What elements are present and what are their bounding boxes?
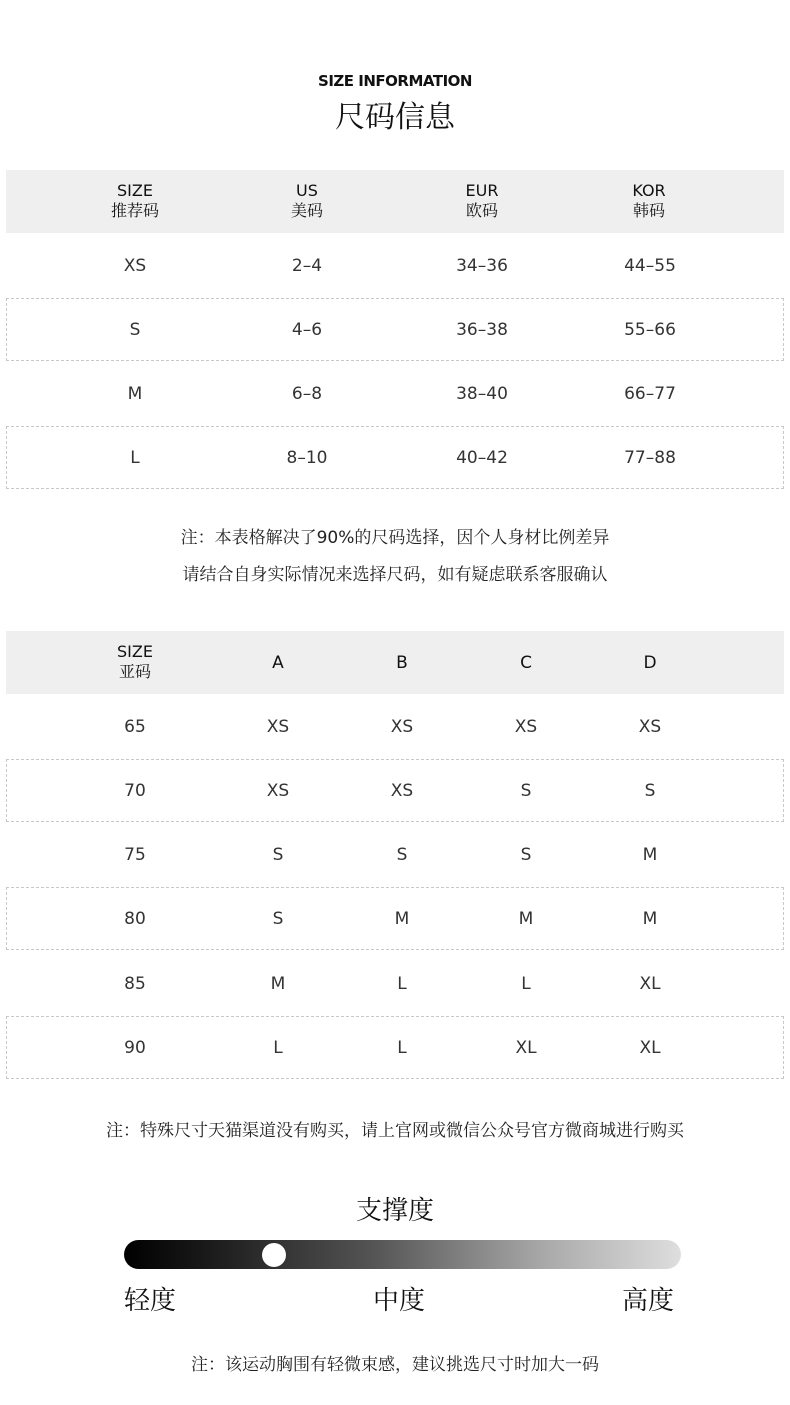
title-cn: 尺码信息 (335, 100, 455, 135)
table-cell: XS (638, 717, 662, 737)
table-cell: L (521, 974, 531, 994)
table1-header-kor: KOR 韩码 (632, 181, 666, 220)
support-label-high: 高度 (622, 1286, 675, 1316)
table-row (6, 363, 784, 425)
table-cell: 44–55 (624, 256, 676, 276)
table-row (6, 887, 784, 950)
table-cell: 85 (124, 974, 146, 994)
table-cell: 6–8 (291, 384, 323, 404)
support-title: 支撑度 (355, 1196, 434, 1226)
table2-header-b: B (396, 653, 408, 673)
table-cell: XS (390, 780, 414, 801)
support-level-bar (124, 1240, 681, 1269)
support-label-mid: 中度 (373, 1286, 426, 1316)
table1-header-size: SIZE 推荐码 (110, 181, 160, 220)
table-cell: XL (639, 974, 661, 994)
table-row (6, 824, 784, 886)
table-cell: 75 (124, 845, 146, 865)
table-row (6, 953, 784, 1015)
table1-header-us: US 美码 (290, 181, 324, 220)
table-cell: S (272, 845, 284, 865)
table-cell: M (518, 908, 534, 929)
fit-note: 注：该运动胸围有轻微束感，建议挑选尺寸时加大一码 (191, 1355, 599, 1375)
table-cell: XL (639, 1037, 661, 1058)
table-row (6, 298, 784, 361)
table-row (6, 426, 784, 489)
table-cell: XL (515, 1037, 537, 1058)
table-cell: XS (514, 717, 538, 737)
table-cell: S (396, 845, 408, 865)
table1-header-eur: EUR 欧码 (465, 181, 499, 220)
table-cell: L (397, 974, 407, 994)
table-cell: M (642, 845, 658, 865)
table-cell: M (127, 384, 143, 404)
table2-header (6, 631, 784, 694)
table-cell: 77–88 (624, 447, 676, 468)
table-cell: 70 (124, 780, 146, 801)
table1-header (6, 170, 784, 233)
table-row (6, 696, 784, 758)
table-cell: 34–36 (456, 256, 508, 276)
table2-header-a: A (272, 653, 284, 673)
table2-header-c: C (520, 653, 532, 673)
table-cell: 36–38 (456, 319, 508, 340)
table-row (6, 759, 784, 822)
support-label-low: 轻度 (124, 1286, 177, 1316)
table-cell: S (644, 780, 656, 801)
table-cell: XS (266, 717, 290, 737)
purchase-note: 注：特殊尺寸天猫渠道没有购买，请上官网或微信公众号官方微商城进行购买 (106, 1121, 684, 1141)
table-cell: 90 (124, 1037, 146, 1058)
table-cell: 55–66 (624, 319, 676, 340)
table-cell: M (394, 908, 410, 929)
table-cell: XS (390, 717, 414, 737)
table-cell: 65 (124, 717, 146, 737)
table-cell: S (272, 908, 284, 929)
note-line: 请结合自身实际情况来选择尺码，如有疑虑联系客服确认 (182, 565, 608, 585)
table-cell: 66–77 (624, 384, 676, 404)
table-row (6, 1016, 784, 1079)
table-cell: 2–4 (291, 256, 323, 276)
table-cell: S (129, 319, 141, 340)
table-cell: L (130, 447, 140, 468)
table-cell: M (642, 908, 658, 929)
table-cell: S (520, 780, 532, 801)
table2-header-d: D (643, 653, 657, 673)
table-cell: M (270, 974, 286, 994)
table-cell: 40–42 (456, 447, 508, 468)
title-en: SIZE INFORMATION (318, 72, 472, 90)
table-cell: L (273, 1037, 283, 1058)
table2-header-size: SIZE 亚码 (117, 642, 153, 681)
table-cell: S (520, 845, 532, 865)
table-row (6, 235, 784, 297)
table-cell: 4–6 (291, 319, 323, 340)
table-cell: 38–40 (456, 384, 508, 404)
note-line: 注：本表格解决了90%的尺码选择，因个人身材比例差异 (180, 528, 610, 548)
table-cell: XS (123, 256, 147, 276)
table-cell: XS (266, 780, 290, 801)
table-cell: 80 (124, 908, 146, 929)
table-cell: 8–10 (286, 447, 328, 468)
table-cell: L (397, 1037, 407, 1058)
